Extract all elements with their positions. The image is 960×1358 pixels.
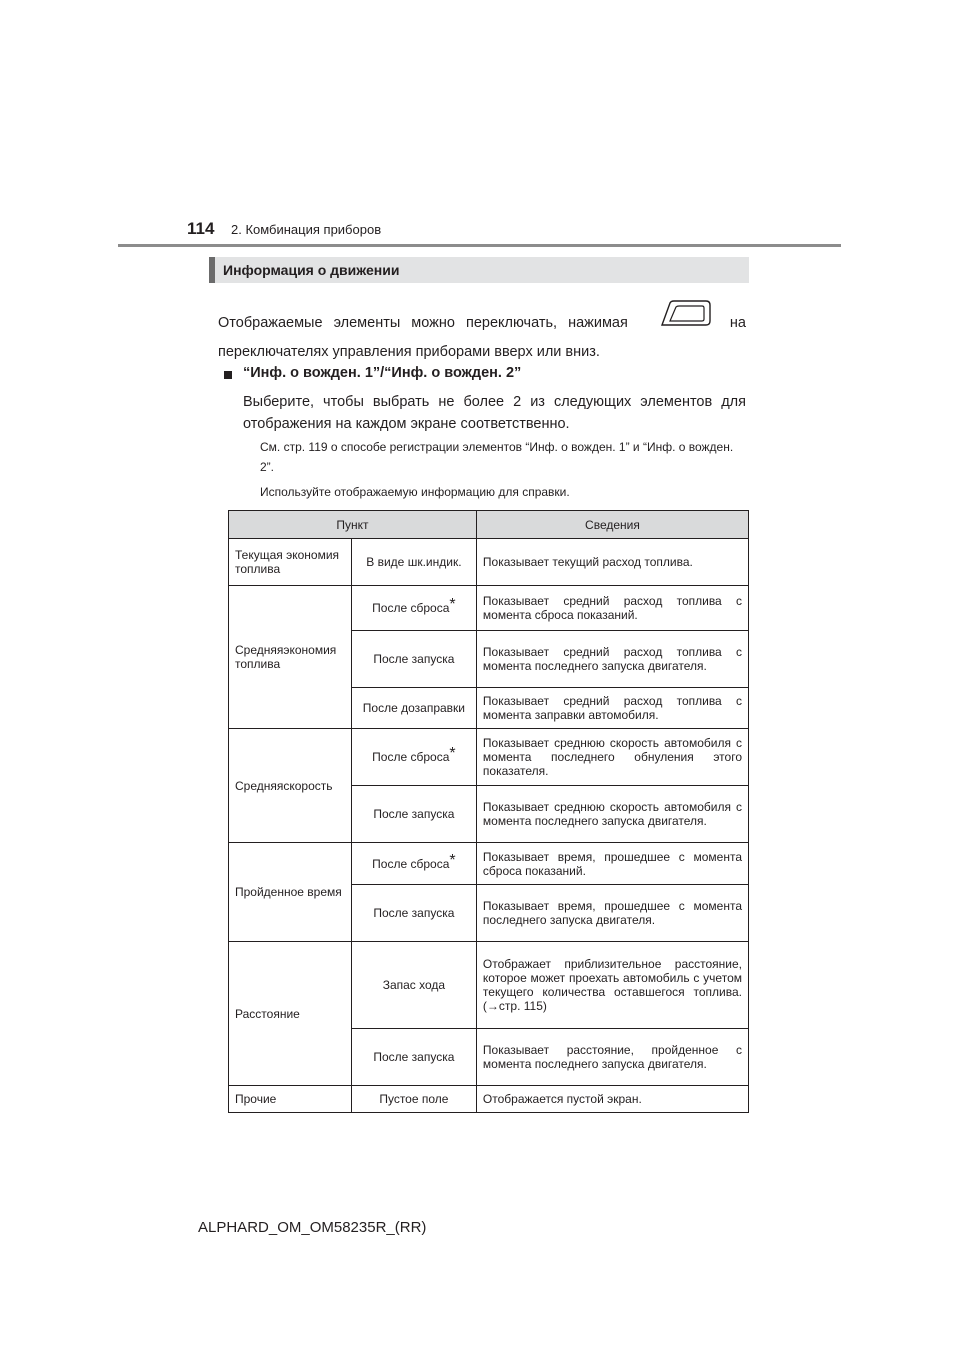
info-cell: Отображается пустой экран. [476,1086,748,1113]
page-number: 114 [187,219,215,238]
item-cell: Средняяэкономия топлива [229,586,352,729]
info-cell: Показывает время, прошедшее с момента сброса показаний. [476,843,748,885]
info-cell: Показывает средний расход топлива с момента сброса показаний. [476,586,748,631]
item-cell: Расстояние [229,942,352,1086]
intro-text-before: Отображаемые элементы можно переключать, нажимая [218,315,628,331]
subitem-cell: После дозаправки [351,688,476,729]
subitem-cell: Пустое поле [351,1086,476,1113]
subitem-cell: После запуска [351,1029,476,1086]
item-cell: Прочие [229,1086,352,1113]
subitem-label: После сброса [372,856,450,871]
footer-doc-code: ALPHARD_OM_OM58235R_(RR) [198,1219,427,1236]
footnote-asterisk: * [449,745,456,762]
table-row [229,586,749,631]
subitem-cell [351,843,476,885]
info-cell: Показывает средний расход топлива с момента последнего запуска двигателя. [476,631,748,688]
subsection-title: “Инф. о вожден. 1”/“Инф. о вожден. 2” [243,365,522,381]
table-header-row [229,511,749,539]
section-title: Информация о движении [223,262,400,278]
table-row [229,942,749,1029]
intro-line-2: переключателях управления приборами вверх или вниз. [218,344,600,360]
item-cell: Пройденное время [229,843,352,942]
switch-button-icon [658,298,714,328]
item-cell: Текущая экономия топлива [229,539,352,586]
footnote-asterisk: * [449,596,456,613]
note-register: См. стр. 119 о способе регистрации элементов “Инф. о вожден. 1” и “Инф. о вожден. 2”. [260,440,734,474]
note-reference: Используйте отображаемую информацию для справки. [260,485,570,499]
info-cell: Показывает среднюю скорость автомобиля с момента последнего обнуления этого показателя. [476,729,748,786]
table-row [229,1086,749,1113]
table-row [229,539,749,586]
info-cell: Показывает расстояние, пройденное с момента последнего запуска двигателя. [476,1029,748,1086]
header-rule [118,244,841,247]
footnote-asterisk: * [449,851,456,869]
table-row [229,843,749,885]
info-cell: Показывает время, прошедшее с момента последнего запуска двигателя. [476,885,748,942]
info-cell: Показывает текущий расход топлива. [476,539,748,586]
info-text: Отображает приблизительное расстояние, которое может проехать автомобиль с учетом текущего количества оставшегося топлива. [482,957,742,999]
subitem-label: После сброса [372,601,450,615]
info-cell: Показывает среднюю скорость автомобиля с момента последнего запуска двигателя. [476,786,748,843]
subitem-cell: В виде шк.индик. [351,539,476,586]
subitem-cell: После запуска [351,885,476,942]
table-row [229,729,749,786]
item-cell: Средняяскорость [229,729,352,843]
subitem-cell: Запас хода [351,942,476,1029]
subitem-cell: После запуска [351,631,476,688]
subitem-cell: После запуска [351,786,476,843]
section-accent [209,257,215,283]
page-reference: (→стр. 115) [482,999,547,1013]
subsection-text: Выберите, чтобы выбрать не более 2 из следующих элементов для отображения на каждом экране соответственно. [243,394,746,432]
column-header-item: Пункт [229,511,477,539]
subitem-cell [351,586,476,631]
subitem-label: После сброса [372,750,450,764]
column-header-info: Сведения [476,511,748,539]
info-cell: Показывает средний расход топлива с момента заправки автомобиля. [476,688,748,729]
bullet-square [224,371,232,379]
info-table [228,510,749,1113]
chapter-title: 2. Комбинация приборов [231,222,382,237]
subitem-cell [351,729,476,786]
intro-text-after: на [729,315,746,331]
info-cell [476,942,748,1029]
section-header [209,257,749,283]
